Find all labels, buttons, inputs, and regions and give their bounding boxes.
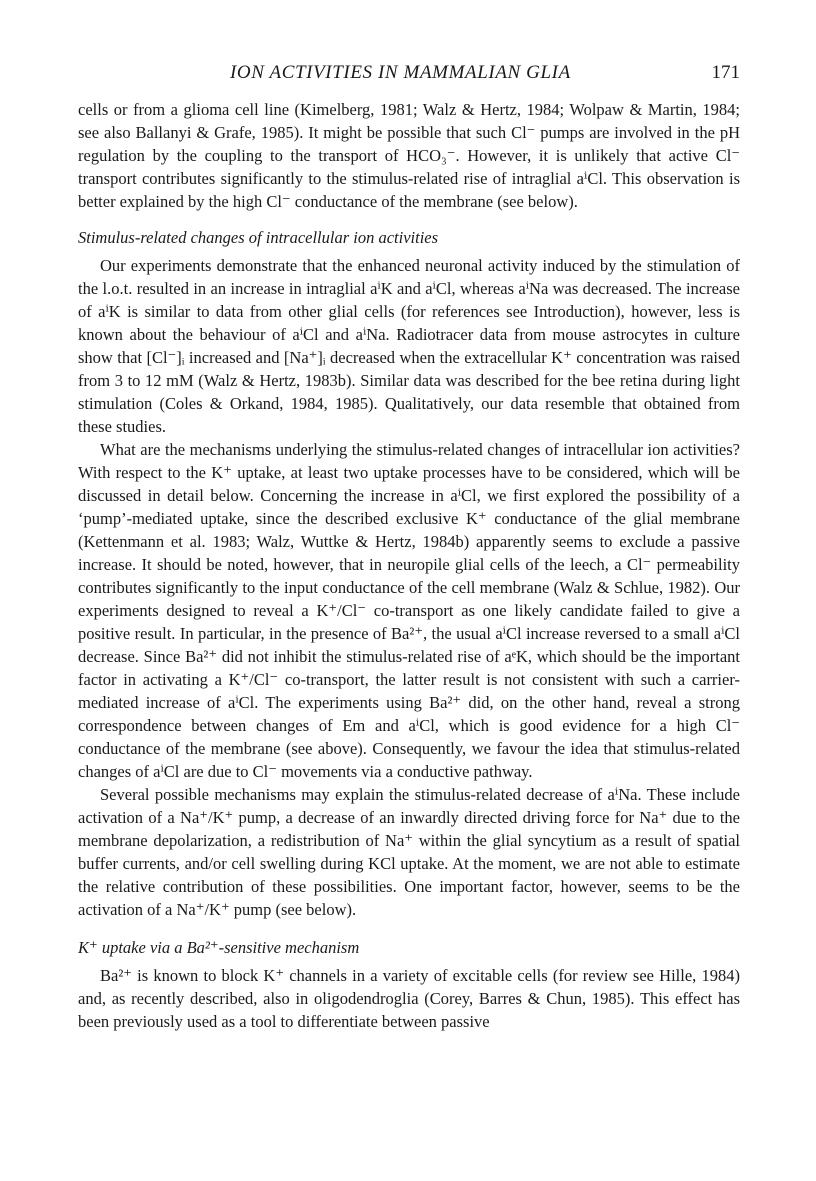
- running-title: ION ACTIVITIES IN MAMMALIAN GLIA: [230, 62, 571, 83]
- section-heading-k-uptake-ba-sensitive: K⁺ uptake via a Ba²⁺-sensitive mechanism: [78, 938, 360, 957]
- article-body: [78, 98, 740, 1033]
- page-number: 171: [711, 62, 740, 83]
- paragraph-continuation: cells or from a glioma cell line (Kimelberg, 1981; Walz & Hertz, 1984; Wolpaw & Martin, 1984; see also Ballanyi & Grafe, 1985). It might be possible that such Cl⁻ pumps are involved in the pH regulation by the coupling to the transport of HCO₃⁻. However, it is unlikely that active Cl⁻ transport contributes significantly to the stimulus-related rise of intraglial aⁱCl. This observation is better explained by the high Cl⁻ conductance of the membrane (see below).: [78, 100, 740, 211]
- page-header: [78, 62, 740, 88]
- paragraph-ba-block: Ba²⁺ is known to block K⁺ channels in a variety of excitable cells (for review see Hille, 1984) and, as recently described, also in oligodendroglia (Corey, Barres & Chun, 1985). This effect has been previously used as a tool to differentiate between passive: [78, 966, 740, 1031]
- paragraph-sodium-decrease: Several possible mechanisms may explain the stimulus-related decrease of aⁱNa. These include activation of a Na⁺/K⁺ pump, a decrease of an inwardly directed driving force for Na⁺ due to the membrane depolarization, a redistribution of Na⁺ within the glial syncytium as a result of spatial buffer currents, and/or cell swelling during KCl uptake. At the moment, we are not able to estimate the relative contribution of these possibilities. One important factor, however, seems to be the activation of a Na⁺/K⁺ pump (see below).: [78, 785, 740, 919]
- paragraph-mechanisms: What are the mechanisms underlying the stimulus-related changes of intracellular ion activities? With respect to the K⁺ uptake, at least two uptake processes have to be considered, which will be discussed in detail below. Concerning the increase in aⁱCl, we first explored the possibility of a ‘pump’-mediated uptake, since the described exclusive K⁺ conductance of the glial membrane (Kettenmann et al. 1983; Walz, Wuttke & Hertz, 1984b) apparently seems to exclude a passive increase. It should be noted, however, that in neuropile glial cells of the leech, a Cl⁻ permeability contributes significantly to the input conductance of the cell membrane (Walz & Schlue, 1982). Our experiments designed to reveal a K⁺/Cl⁻ co-transport as one likely candidate failed to give a positive result. In particular, in the presence of Ba²⁺, the usual aⁱCl increase reversed to a small aⁱCl decrease. Since Ba²⁺ did not inhibit the stimulus-related rise of aᵉK, which should be the important factor in activating a K⁺/Cl⁻ co-transport, the latter result is not consistent with such a carrier-mediated increase of aⁱCl. The experiments using Ba²⁺ did, on the other hand, reveal a strong correspondence between changes of Em and aⁱCl, which is good evidence for a high Cl⁻ conductance of the membrane (see above). Consequently, we favour the idea that stimulus-related changes of aⁱCl are due to Cl⁻ movements via a conductive pathway.: [78, 440, 740, 781]
- paragraph-experiments: Our experiments demonstrate that the enhanced neuronal activity induced by the stimulation of the l.o.t. resulted in an increase in intraglial aⁱK and aⁱCl, whereas aⁱNa was decreased. The increase of aⁱK is similar to data from other glial cells (for references see Introduction), however, less is known about the behaviour of aⁱCl and aⁱNa. Radiotracer data from mouse astrocytes in culture show that [Cl⁻]ᵢ increased and [Na⁺]ᵢ decreased when the extracellular K⁺ concentration was raised from 3 to 12 mM (Walz & Hertz, 1983b). Similar data was described for the bee retina during light stimulation (Coles & Orkand, 1984, 1985). Qualitatively, our data resemble that obtained from these studies.: [78, 256, 740, 436]
- section-heading-stimulus-related-changes: Stimulus-related changes of intracellular ion activities: [78, 228, 439, 247]
